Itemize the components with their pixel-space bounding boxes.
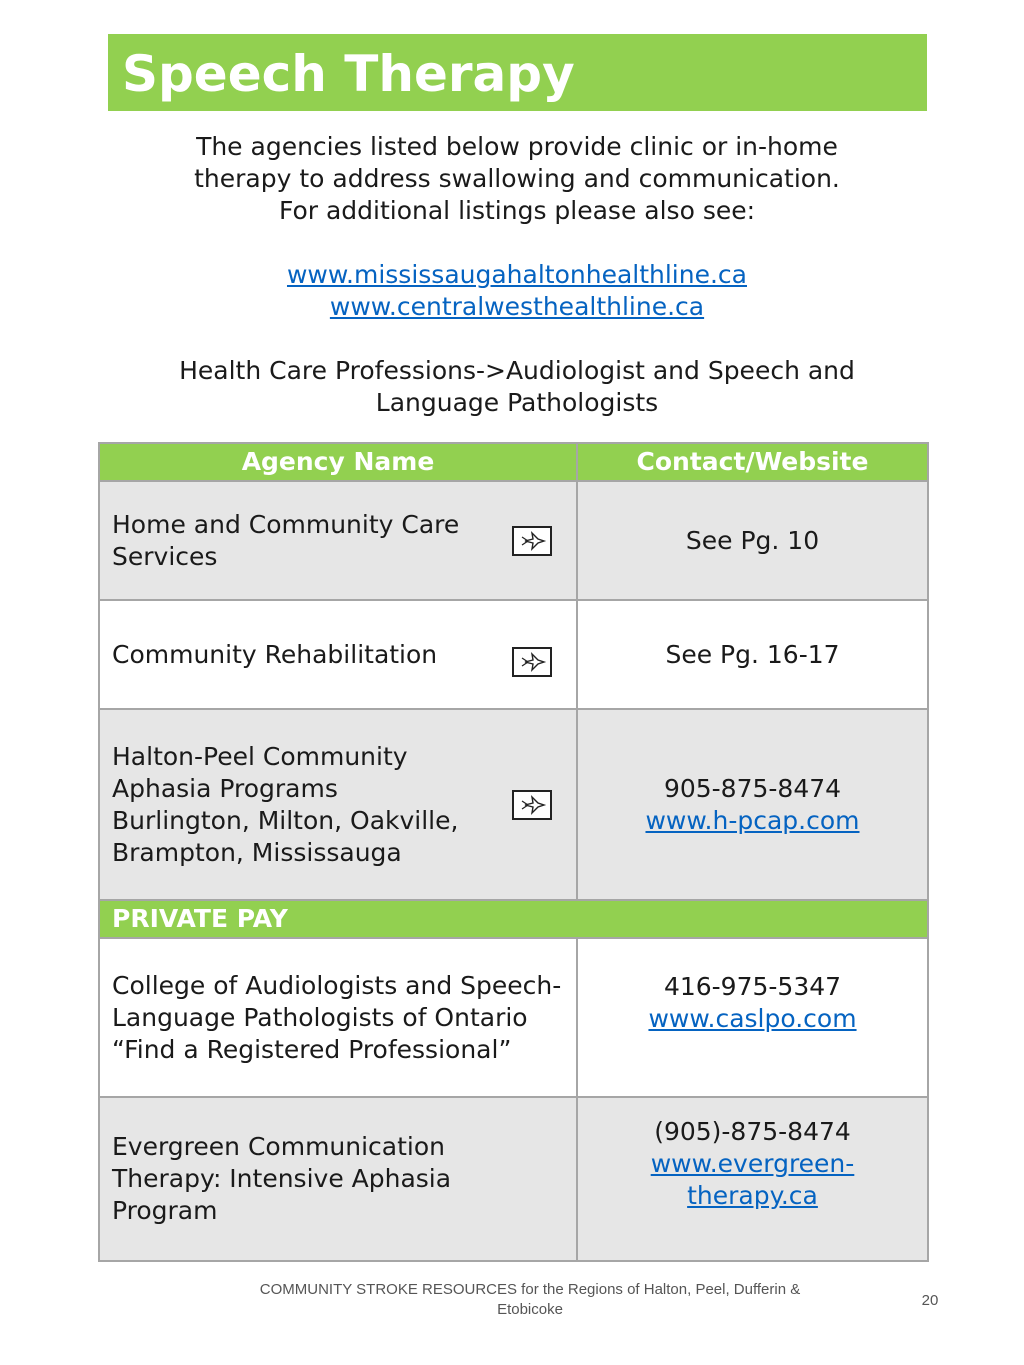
contact-cell: See Pg. 16-17 <box>577 600 928 709</box>
phone-number: 416-975-5347 <box>663 972 842 1001</box>
intro <box>100 131 934 419</box>
healthline-link-centralwest[interactable]: www.centralwesthealthline.ca <box>329 292 705 321</box>
contact-cell: See Pg. 10 <box>577 481 928 600</box>
intro-line-3: For additional listings please also see: <box>278 196 756 225</box>
website-link[interactable]: www.caslpo.com <box>648 1004 857 1033</box>
page-number: 20 <box>921 1292 939 1309</box>
website-link[interactable]: www.h-pcap.com <box>645 805 860 835</box>
agency-name: Home and Community Care Services <box>112 509 460 571</box>
footer-text: COMMUNITY STROKE RESOURCES for the Regions of Halton, Peel, Dufferin & Etobicoke <box>259 1281 801 1318</box>
section-private-pay: PRIVATE PAY <box>99 900 928 938</box>
trillium-icon <box>512 790 552 820</box>
table-row <box>99 938 928 1097</box>
agency-name: Evergreen Communication Therapy: Intensive Aphasia Program <box>112 1132 452 1225</box>
table-row <box>99 1097 928 1261</box>
path-line-1: Health Care Professions->Audiologist and Speech and <box>179 356 855 385</box>
path-line-2: Language Pathologists <box>375 388 659 417</box>
intro-line-2: therapy to address swallowing and communication. <box>194 164 840 193</box>
website-link[interactable]: www.evergreen-therapy.ca <box>650 1149 855 1210</box>
title-bar <box>108 34 927 111</box>
phone-number: (905)-875-8474 <box>654 1117 851 1146</box>
page-title: Speech Therapy <box>122 45 575 103</box>
agency-name: Community Rehabilitation <box>112 639 438 669</box>
table-row <box>99 481 928 600</box>
header-contact-website: Contact/Website <box>577 443 928 481</box>
trillium-icon <box>512 526 552 556</box>
healthline-link-mississauga[interactable]: www.mississaugahaltonhealthline.ca <box>286 260 747 289</box>
agency-subtitle: “Find a Registered Professional” <box>112 1034 512 1064</box>
header-agency-name: Agency Name <box>99 443 577 481</box>
trillium-icon <box>512 647 552 677</box>
agency-table <box>98 442 929 1262</box>
phone-number: 905-875-8474 <box>663 773 842 803</box>
agency-name: College of Audiologists and Speech-Language Pathologists of Ontario <box>112 970 562 1032</box>
agency-name: Halton-Peel Community Aphasia Programs <box>112 741 408 803</box>
intro-line-1: The agencies listed below provide clinic or in-home <box>196 132 838 161</box>
table-row <box>99 709 928 900</box>
agency-locations: Burlington, Milton, Oakville, Brampton, Mississauga <box>112 805 459 867</box>
table-row <box>99 600 928 709</box>
